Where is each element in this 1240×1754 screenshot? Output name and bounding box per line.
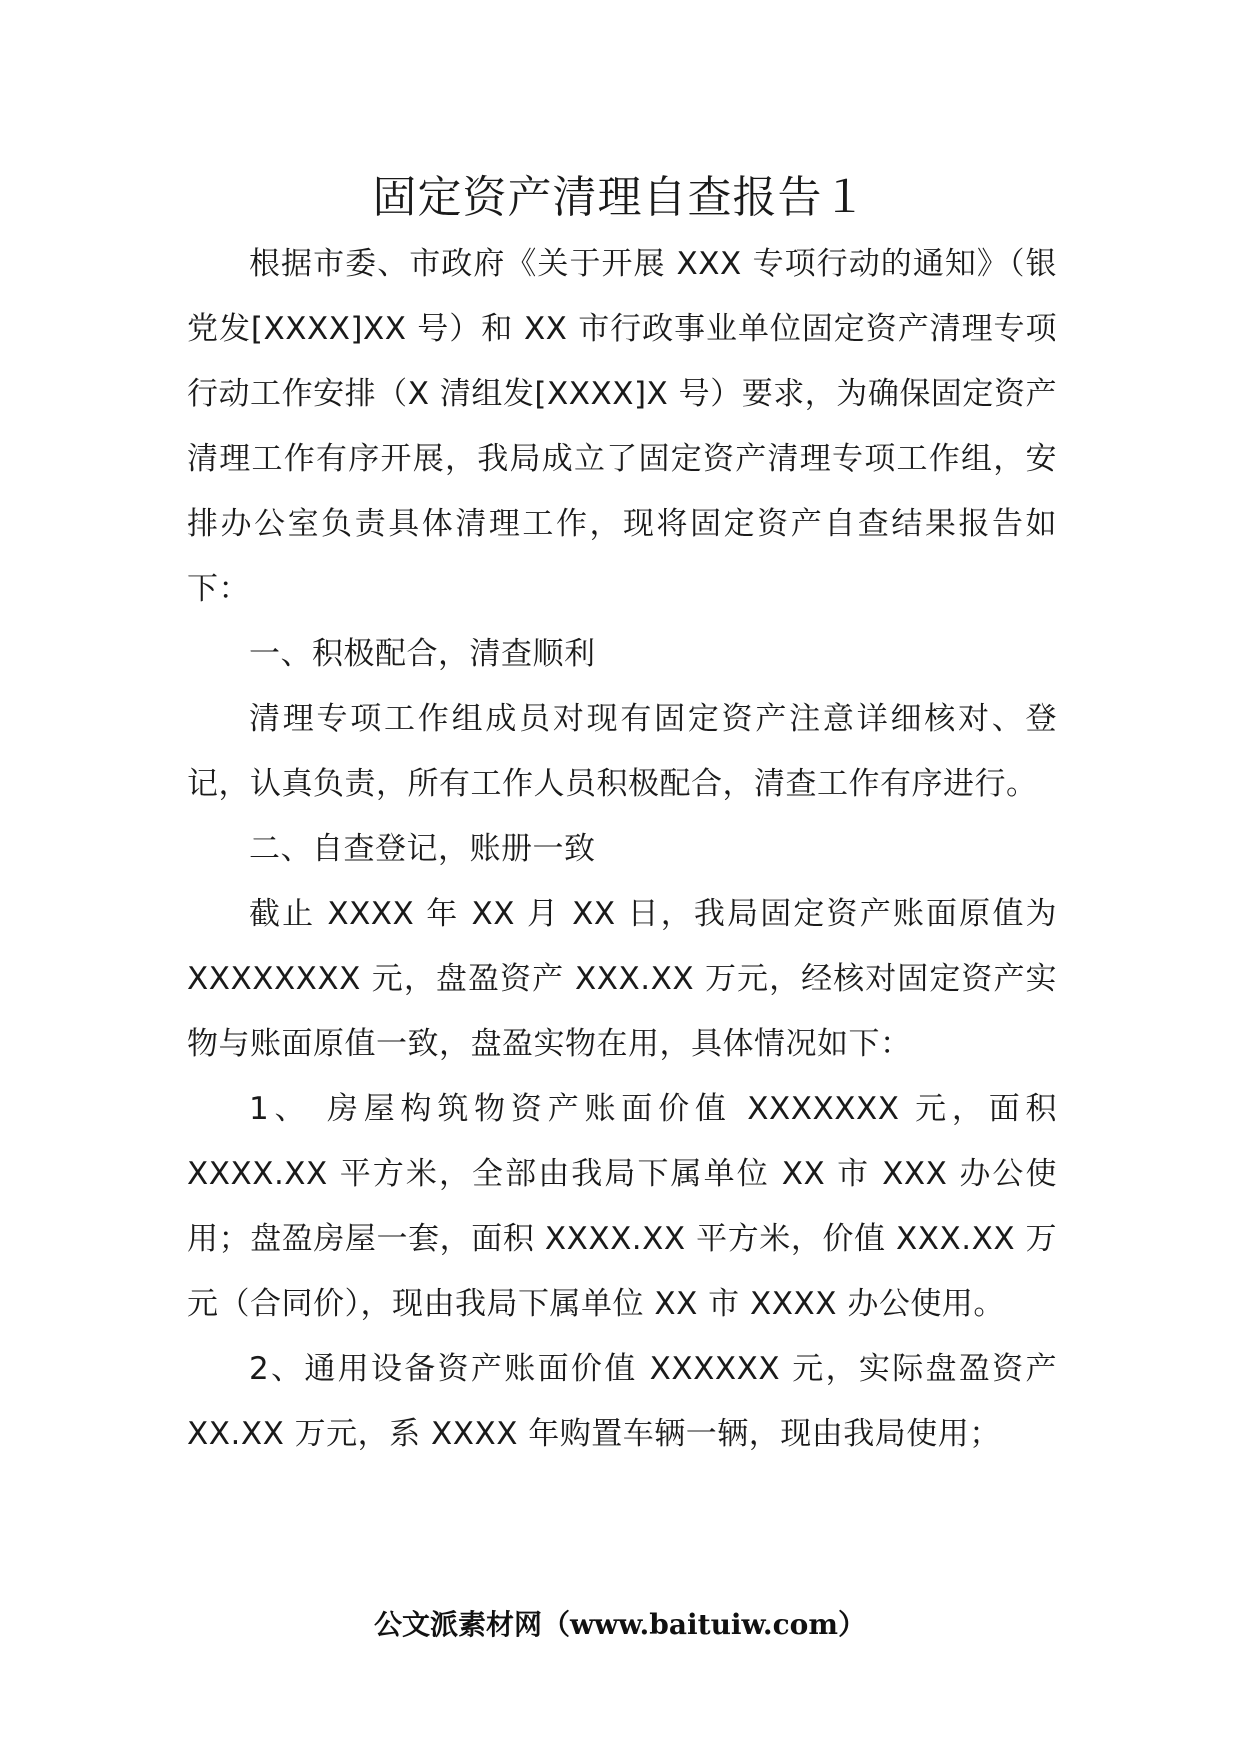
section-heading-2: 二、自查登记，账册一致 — [249, 831, 596, 867]
paragraph-item-2: 2、通用设备资产账面价值 XXXXXX 元，实际盘盈资产 XX.XX 万元，系 XXXX 年购置车辆一辆，现由我局使用； — [187, 1351, 1057, 1452]
document-title: 固定资产清理自查报告１ — [372, 172, 868, 223]
footer-watermark: 公文派素材网（www.baituiw.com） — [374, 1608, 866, 1641]
section-heading-1: 一、积极配合，清查顺利 — [249, 636, 596, 672]
paragraph-item-1: 1、 房屋构筑物资产账面价值 XXXXXXX 元，面积 XXXX.XX 平方米，全部由我局下属单位 XX 市 XXX 办公使用；盘盈房屋一套，面积 XXXX.XX 平方米，价值 XXX.XX 万元（合同价），现由我局下属单位 XX 市 XXXX 办公使用。 — [187, 1091, 1057, 1322]
paragraph-section-1: 清理专项工作组成员对现有固定资产注意详细核对、登记，认真负责，所有工作人员积极配合，清查工作有序进行。 — [187, 701, 1057, 802]
paragraph-intro: 根据市委、市政府《关于开展 XXX 专项行动的通知》（银党发[XXXX]XX 号）和 XX 市行政事业单位固定资产清理专项行动工作安排（X 清组发[XXXX]X 号）要求，为确保固定资产清理工作有序开展，我局成立了固定资产清理专项工作组，安排办公室负责具体清理工作，现将固定资产自查结果报告如下： — [187, 246, 1057, 607]
paragraph-section-2: 截止 XXXX 年 XX 月 XX 日，我局固定资产账面原值为 XXXXXXXX 元，盘盈资产 XXX.XX 万元，经核对固定资产实物与账面原值一致，盘盈实物在用，具体情况如下： — [187, 896, 1057, 1062]
document-body — [187, 232, 1057, 1467]
